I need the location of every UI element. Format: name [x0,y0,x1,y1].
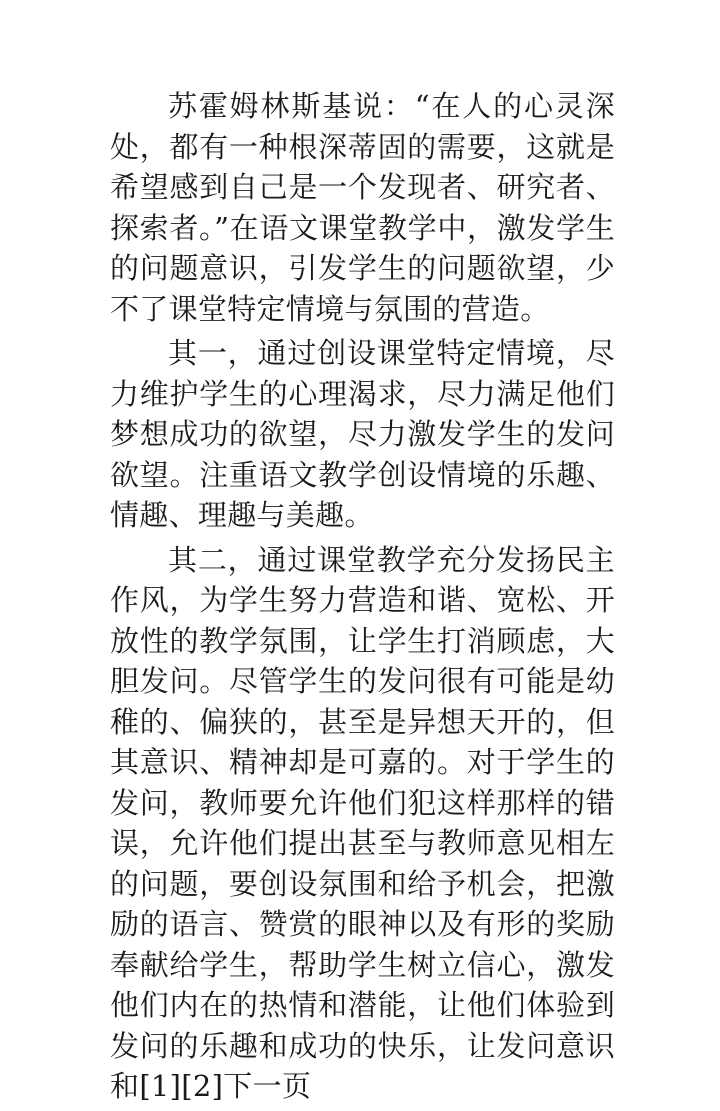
article-body [110,86,615,1111]
page-link-2[interactable]: [2] [181,1069,224,1103]
next-page-link[interactable]: 下一页 [223,1069,312,1103]
page-link-1[interactable]: [1] [139,1069,182,1103]
paragraph-3-text: 其二，通过课堂教学充分发扬民主作风，为学生努力营造和谐、宽松、开放性的教学氛围，让学生打消顾虑，大胆发问。尽管学生的发问很有可能是幼稚的、偏狭的，甚至是异想天开的，但其意识、精神却是可嘉的。对于学生的发问，教师要允许他们犯这样那样的错误，允许他们提出甚至与教师意见相左的问题，要创设氛围和给予机会，把激励的语言、赞赏的眼神以及有形的奖励奉献给学生，帮助学生树立信心，激发他们内在的热情和潜能，让他们体验到发问的乐趣和成功的快乐，让发问意识和 [110,542,615,1103]
paragraph-3 [110,540,615,1107]
paragraph-2: 其一，通过创设课堂特定情境，尽力维护学生的心理渴求，尽力满足他们梦想成功的欲望，尽力激发学生的发问欲望。注重语文教学创设情境的乐趣、情趣、理趣与美趣。 [110,336,615,532]
paragraph-1: 苏霍姆林斯基说：“在人的心灵深处，都有一种根深蒂固的需要，这就是希望感到自己是一个发现者、研究者、探索者。”在语文课堂教学中，激发学生的问题意识，引发学生的问题欲望，少不了课堂特定情境与氛围的营造。 [110,89,615,326]
